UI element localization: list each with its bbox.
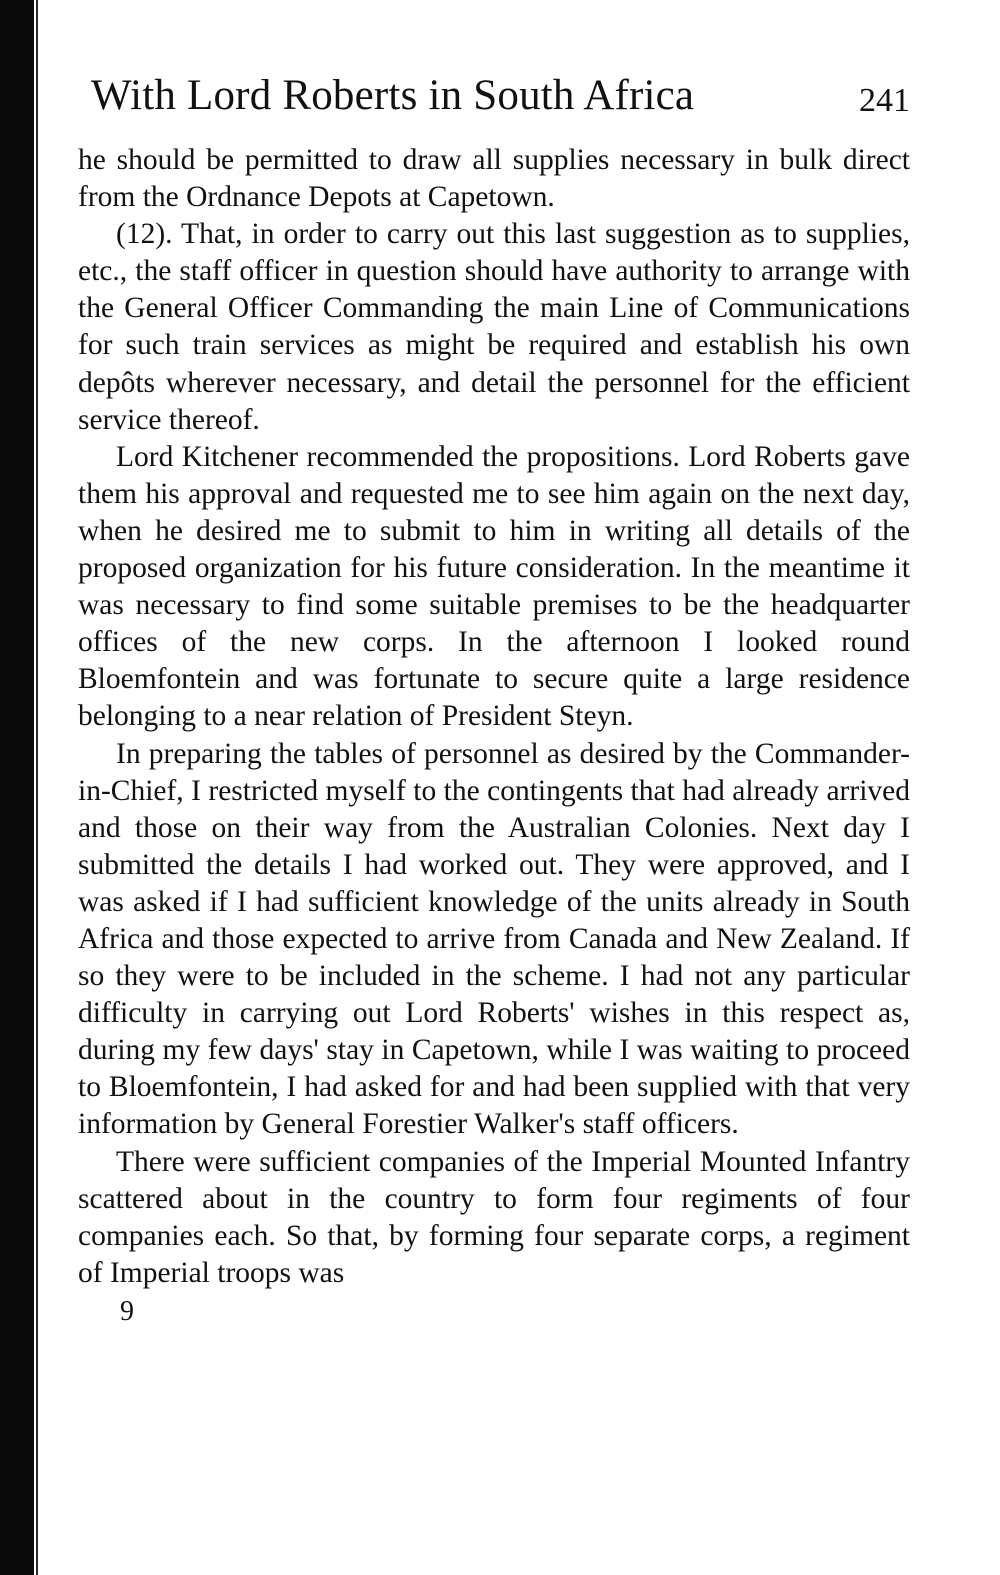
signature-mark: 9 — [120, 1295, 134, 1327]
page-binding-edge — [0, 0, 34, 1575]
paragraph: In preparing the tables of personnel as desired by the Commander-in-Chief, I restricted myself to the contingents that had already arrived and those on their way from the Australian Colonies. Next day I submitted the details I had worked out. They were approved, and I was asked if I had sufficient knowledge of the units already in South Africa and those expected to arrive from Canada and New Zealand. If so they were to be included in the scheme. I had not any particular difficulty in carrying out Lord Roberts' wishes in this respect as, during my few days' stay in Capetown, while I was waiting to proceed to Bloemfontein, I had asked for and had been supplied with that very information by General Forestier Walker's staff officers. — [78, 737, 910, 1141]
page-header — [78, 70, 910, 126]
page-number: 241 — [859, 82, 910, 119]
book-page — [78, 70, 910, 1329]
body-text — [78, 142, 910, 1292]
paragraph-continuation: he should be permitted to draw all supplies necessary in bulk direct from the Ordnance Depots at Capetown. — [78, 144, 910, 214]
paragraph: Lord Kitchener recommended the propositions. Lord Roberts gave them his approval and requested me to see him again on the next day, when he desired me to submit to him in writing all details of the proposed organization for his future consideration. In the meantime it was necessary to find some suitable premises to be the headquarter offices of the new corps. In the afternoon I looked round Bloemfontein and was fortunate to secure quite a large residence belonging to a near relation of President Steyn. — [78, 440, 910, 733]
running-title: With Lord Roberts in South Africa — [91, 72, 695, 119]
paragraph: (12). That, in order to carry out this last suggestion as to supplies, etc., the staff officer in question should have authority to arrange with the General Officer Commanding the main Line of Communications for such train services as might be required and establish his own depôts wherever necessary, and detail the personnel for the efficient service thereof. — [78, 218, 910, 436]
paragraph: There were sufficient companies of the Imperial Mounted Infantry scattered about in the country to form four regiments of four companies each. So that, by forming four separate corps, a regiment of Imperial troops was — [78, 1145, 910, 1289]
